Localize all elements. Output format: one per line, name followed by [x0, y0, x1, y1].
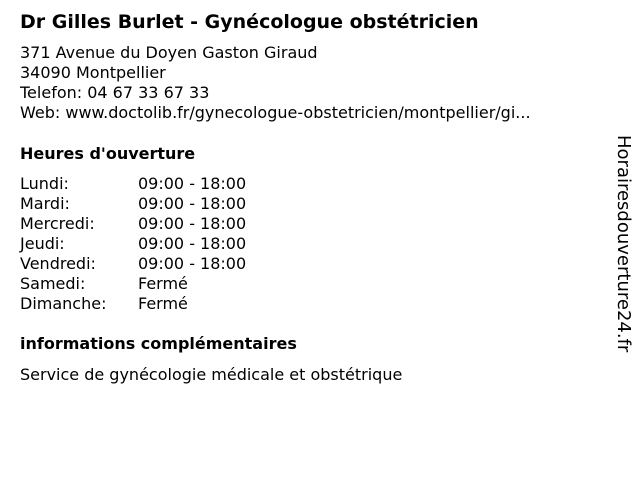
opening-hours-heading: Heures d'ouverture [20, 144, 196, 163]
watermark-text: Horairesdouverture24.fr [613, 135, 634, 353]
day-label: Jeudi: [20, 234, 65, 253]
street-address: 371 Avenue du Doyen Gaston Giraud [20, 43, 318, 62]
day-label: Vendredi: [20, 254, 96, 273]
city-address: 34090 Montpellier [20, 63, 166, 82]
day-label: Lundi: [20, 174, 69, 193]
day-label: Samedi: [20, 274, 86, 293]
hours-value: Fermé [138, 274, 188, 293]
day-label: Dimanche: [20, 294, 107, 313]
phone-number: Telefon: 04 67 33 67 33 [20, 83, 210, 102]
hours-value: 09:00 - 18:00 [138, 214, 247, 233]
address-block [20, 43, 531, 123]
site-watermark [612, 135, 636, 353]
additional-info-text: Service de gynécologie médicale et obstétrique [20, 365, 403, 384]
page-title: Dr Gilles Burlet - Gynécologue obstétricien [20, 11, 479, 33]
day-label: Mardi: [20, 194, 70, 213]
hours-value: 09:00 - 18:00 [138, 254, 247, 273]
hours-value: Fermé [138, 294, 188, 313]
hours-value: 09:00 - 18:00 [138, 234, 247, 253]
day-label: Mercredi: [20, 214, 95, 233]
hours-value: 09:00 - 18:00 [138, 194, 247, 213]
additional-info-heading: informations complémentaires [20, 334, 297, 353]
website-link: Web: www.doctolib.fr/gynecologue-obstetricien/montpellier/gi... [20, 103, 531, 122]
hours-value: 09:00 - 18:00 [138, 174, 247, 193]
